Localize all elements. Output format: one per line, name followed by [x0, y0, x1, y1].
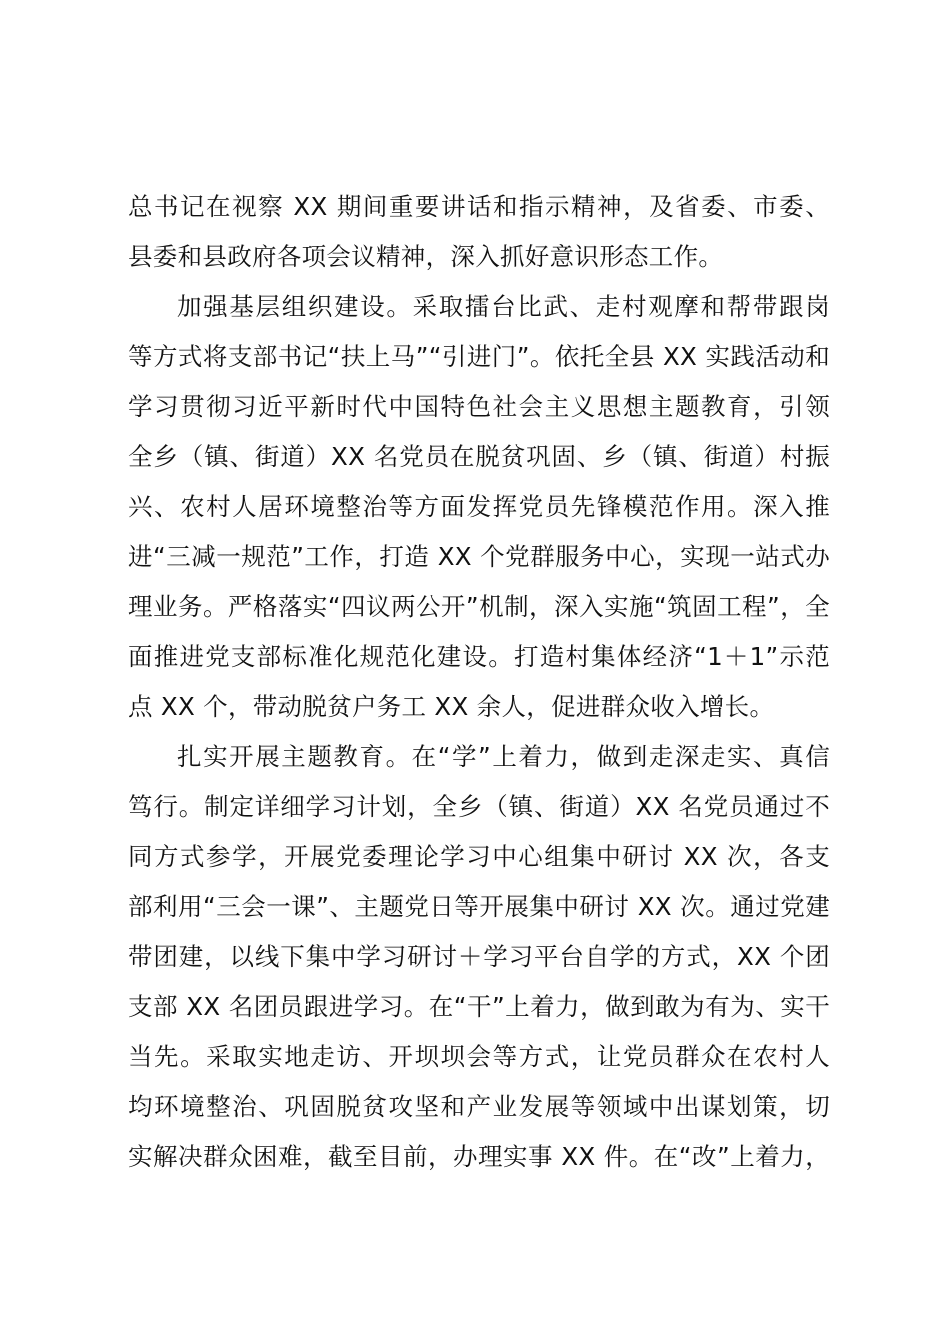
- text-line: 兴、农村人居环境整治等方面发挥党员先锋模范作用。深入推: [128, 492, 830, 521]
- text-line: 进“三减一规范”工作，打造 XX 个党群服务中心，实现一站式办: [128, 542, 830, 571]
- text-line: 支部 XX 名团员跟进学习。在“干”上着力，做到敢为有为、实干: [128, 992, 830, 1021]
- paragraph-start-line: 扎实开展主题教育。在“学”上着力，做到走深走实、真信: [177, 742, 830, 771]
- text-line: 理业务。严格落实“四议两公开”机制，深入实施“筑固工程”，全: [128, 592, 830, 621]
- paragraph-start-line: 加强基层组织建设。采取擂台比武、走村观摩和帮带跟岗: [177, 292, 830, 321]
- text-line: 实解决群众困难，截至目前，办理实事 XX 件。在“改”上着力，: [128, 1142, 830, 1171]
- text-line: 笃行。制定详细学习计划，全乡（镇、街道）XX 名党员通过不: [128, 792, 830, 821]
- text-line: 部利用“三会一课”、主题党日等开展集中研讨 XX 次。通过党建: [128, 892, 830, 921]
- text-line: 同方式参学，开展党委理论学习中心组集中研讨 XX 次，各支: [128, 842, 830, 871]
- text-line: 点 XX 个，带动脱贫户务工 XX 余人，促进群众收入增长。: [128, 692, 775, 721]
- text-line: 当先。采取实地走访、开坝坝会等方式，让党员群众在农村人: [128, 1042, 830, 1071]
- text-line: 总书记在视察 XX 期间重要讲话和指示精神，及省委、市委、: [128, 192, 830, 221]
- text-line: 均环境整治、巩固脱贫攻坚和产业发展等领域中出谋划策，切: [128, 1092, 830, 1121]
- text-line: 县委和县政府各项会议精神，深入抓好意识形态工作。: [128, 242, 724, 271]
- text-line: 全乡（镇、街道）XX 名党员在脱贫巩固、乡（镇、街道）村振: [128, 442, 830, 471]
- text-line: 面推进党支部标准化规范化建设。打造村集体经济“1＋1”示范: [128, 642, 830, 671]
- text-line: 等方式将支部书记“扶上马”“引进门”。依托全县 XX 实践活动和: [128, 342, 830, 371]
- text-line: 带团建，以线下集中学习研讨＋学习平台自学的方式，XX 个团: [128, 942, 830, 971]
- text-line: 学习贯彻习近平新时代中国特色社会主义思想主题教育，引领: [128, 392, 830, 421]
